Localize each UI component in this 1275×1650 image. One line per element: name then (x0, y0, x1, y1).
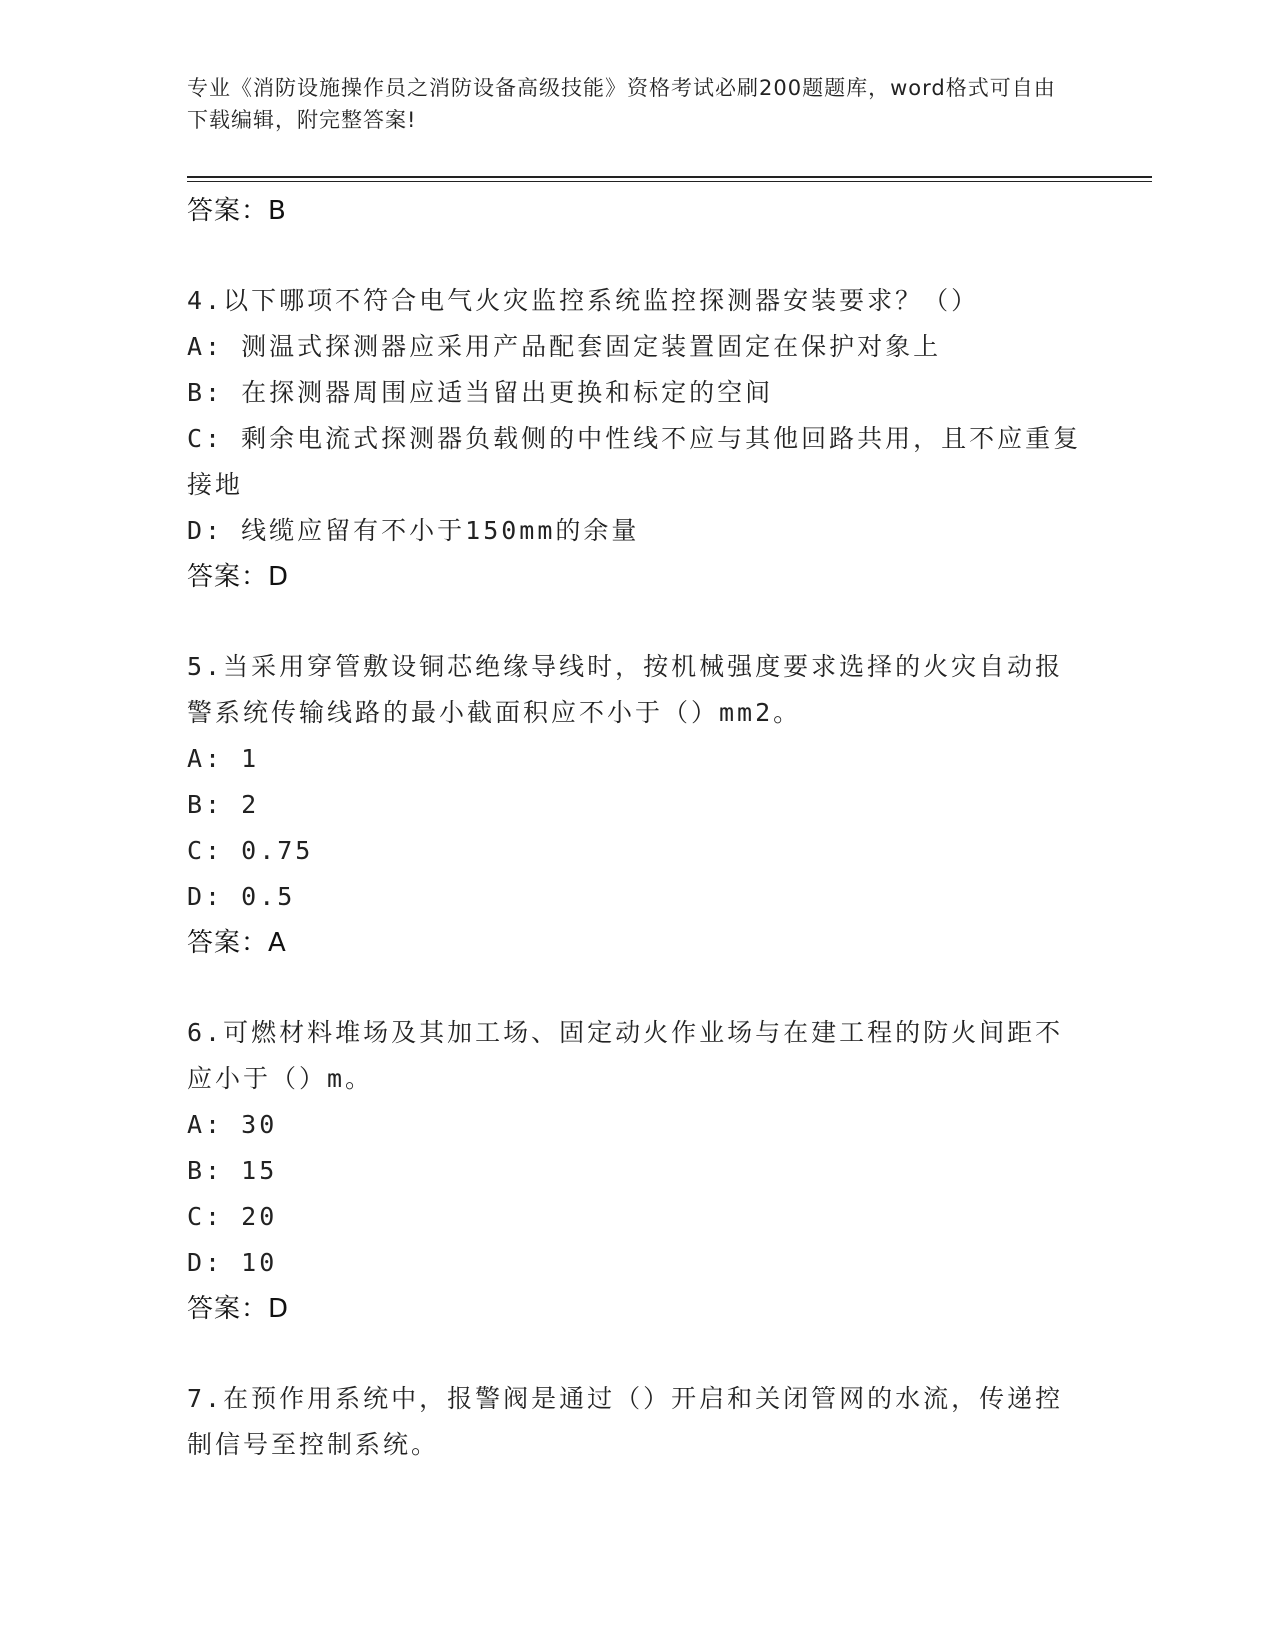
option-b: B: 2 (187, 790, 260, 819)
question-stem: 7.在预作用系统中，报警阀是通过（）开启和关闭管网的水流，传递控制信号至控制系统。 (187, 1384, 1064, 1459)
question-stem: 4.以下哪项不符合电气火灾监控系统监控探测器安装要求？（） (187, 286, 980, 315)
question-stem: 6.可燃材料堆场及其加工场、固定动火作业场与在建工程的防火间距不应小于（）m。 (187, 1018, 1064, 1093)
leading-answer: 答案：B (187, 196, 287, 226)
option-d: D: 10 (187, 1248, 278, 1277)
option-c: C: 剩余电流式探测器负载侧的中性线不应与其他回路共用，且不应重复接地 (187, 424, 1082, 499)
question-5 (187, 644, 1087, 966)
question-4 (187, 278, 1087, 600)
question-list (187, 188, 1087, 1468)
question-answer: 答案：D (187, 562, 290, 592)
header-divider-thin (187, 181, 1152, 182)
question-answer: 答案：D (187, 1294, 290, 1324)
option-b: B: 15 (187, 1156, 278, 1185)
question-answer: 答案：A (187, 928, 287, 958)
option-c: C: 0.75 (187, 836, 314, 865)
option-a: A: 1 (187, 744, 260, 773)
option-c: C: 20 (187, 1202, 278, 1231)
question-stem: 5.当采用穿管敷设铜芯绝缘导线时，按机械强度要求选择的火灾自动报警系统传输线路的最小截面积应不小于（）mm2。 (187, 652, 1064, 727)
option-b: B: 在探测器周围应适当留出更换和标定的空间 (187, 378, 774, 407)
option-d: D: 线缆应留有不小于150mm的余量 (187, 516, 640, 545)
question-7 (187, 1376, 1087, 1468)
option-d: D: 0.5 (187, 882, 296, 911)
option-a: A: 30 (187, 1110, 278, 1139)
header-divider-thick (187, 176, 1152, 178)
option-a: A: 测温式探测器应采用产品配套固定装置固定在保护对象上 (187, 332, 942, 361)
page-header: 专业《消防设施操作员之消防设备高级技能》资格考试必刷200题题库，word格式可自由下载编辑，附完整答案! (187, 76, 1056, 132)
question-6 (187, 1010, 1087, 1332)
